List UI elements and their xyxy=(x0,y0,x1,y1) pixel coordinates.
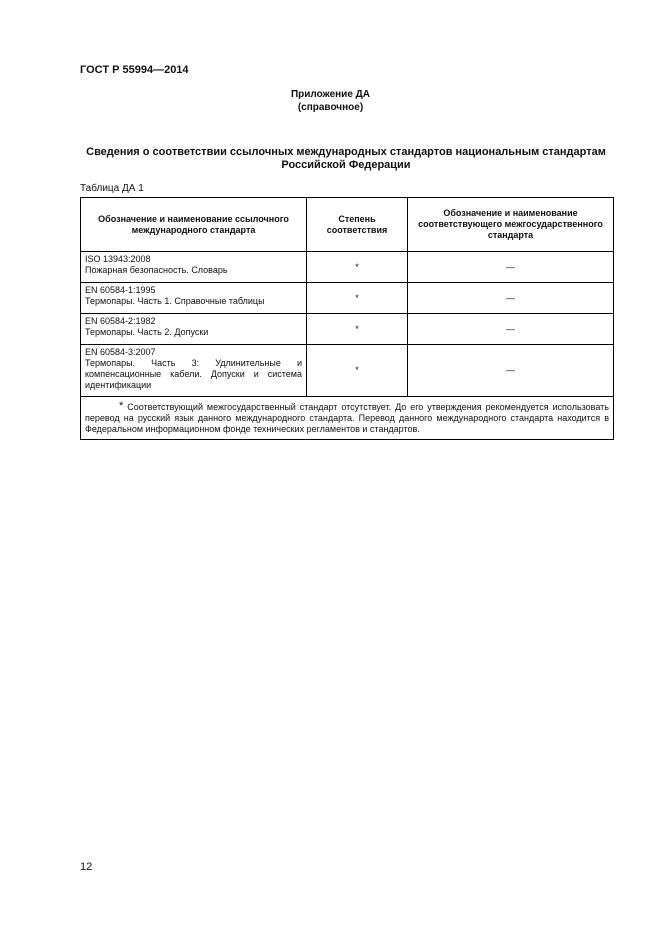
footnote-asterisk: * xyxy=(119,400,124,412)
standard-code: EN 60584-2:1982 xyxy=(85,316,156,326)
footnote-cell xyxy=(81,397,614,440)
table-caption: Таблица ДА 1 xyxy=(80,183,144,194)
annex-title: Приложение ДА xyxy=(290,89,371,100)
equivalent-cell: — xyxy=(408,252,614,283)
column-header-international-standard: Обозначение и наименование ссылочного международного стандарта xyxy=(81,198,307,252)
table-header-row xyxy=(81,198,614,252)
degree-cell: * xyxy=(307,252,408,283)
standards-table xyxy=(80,197,614,440)
page-title: Сведения о соответствии ссылочных международных стандартов национальным стандартам Российской Федерации xyxy=(86,146,606,171)
standard-name: Термопары. Часть 3: Удлинительные и компенсационные кабели. Допуски и система идентификации xyxy=(85,358,302,390)
degree-cell: * xyxy=(307,345,408,397)
table-row xyxy=(81,345,614,397)
column-header-degree: Степень соответствия xyxy=(307,198,408,252)
standard-cell xyxy=(81,252,307,283)
standard-code: EN 60584-1:1995 xyxy=(85,285,156,295)
column-header-interstate-standard: Обозначение и наименование соответствующего межгосударственного стандарта xyxy=(408,198,614,252)
standard-cell xyxy=(81,283,307,314)
equivalent-cell: — xyxy=(408,283,614,314)
footnote-text: Соответствующий межгосударственный стандарт отсутствует. До его утверждения рекомендуется использовать перевод на русский язык данного международного стандарта. Перевод данного международного стандарта находится в Федеральном информационном фонде технических регламентов и стандартов. xyxy=(85,402,609,434)
document-code: ГОСТ Р 55994—2014 xyxy=(80,64,189,76)
footnote-row xyxy=(81,397,614,440)
equivalent-cell: — xyxy=(408,345,614,397)
annex-heading xyxy=(0,88,661,114)
standard-code: ISO 13943:2008 xyxy=(85,254,151,264)
equivalent-cell: — xyxy=(408,314,614,345)
table-row xyxy=(81,252,614,283)
degree-cell: * xyxy=(307,314,408,345)
annex-subtitle: (справочное) xyxy=(297,102,364,113)
table-row xyxy=(81,314,614,345)
table-row xyxy=(81,283,614,314)
standard-name: Пожарная безопасность. Словарь xyxy=(85,265,228,275)
standard-cell xyxy=(81,314,307,345)
standard-code: EN 60584-3:2007 xyxy=(85,347,156,357)
standard-cell xyxy=(81,345,307,397)
page-number: 12 xyxy=(80,861,93,873)
degree-cell: * xyxy=(307,283,408,314)
standard-name: Термопары. Часть 1. Справочные таблицы xyxy=(85,296,265,306)
standard-name: Термопары. Часть 2. Допуски xyxy=(85,327,209,337)
